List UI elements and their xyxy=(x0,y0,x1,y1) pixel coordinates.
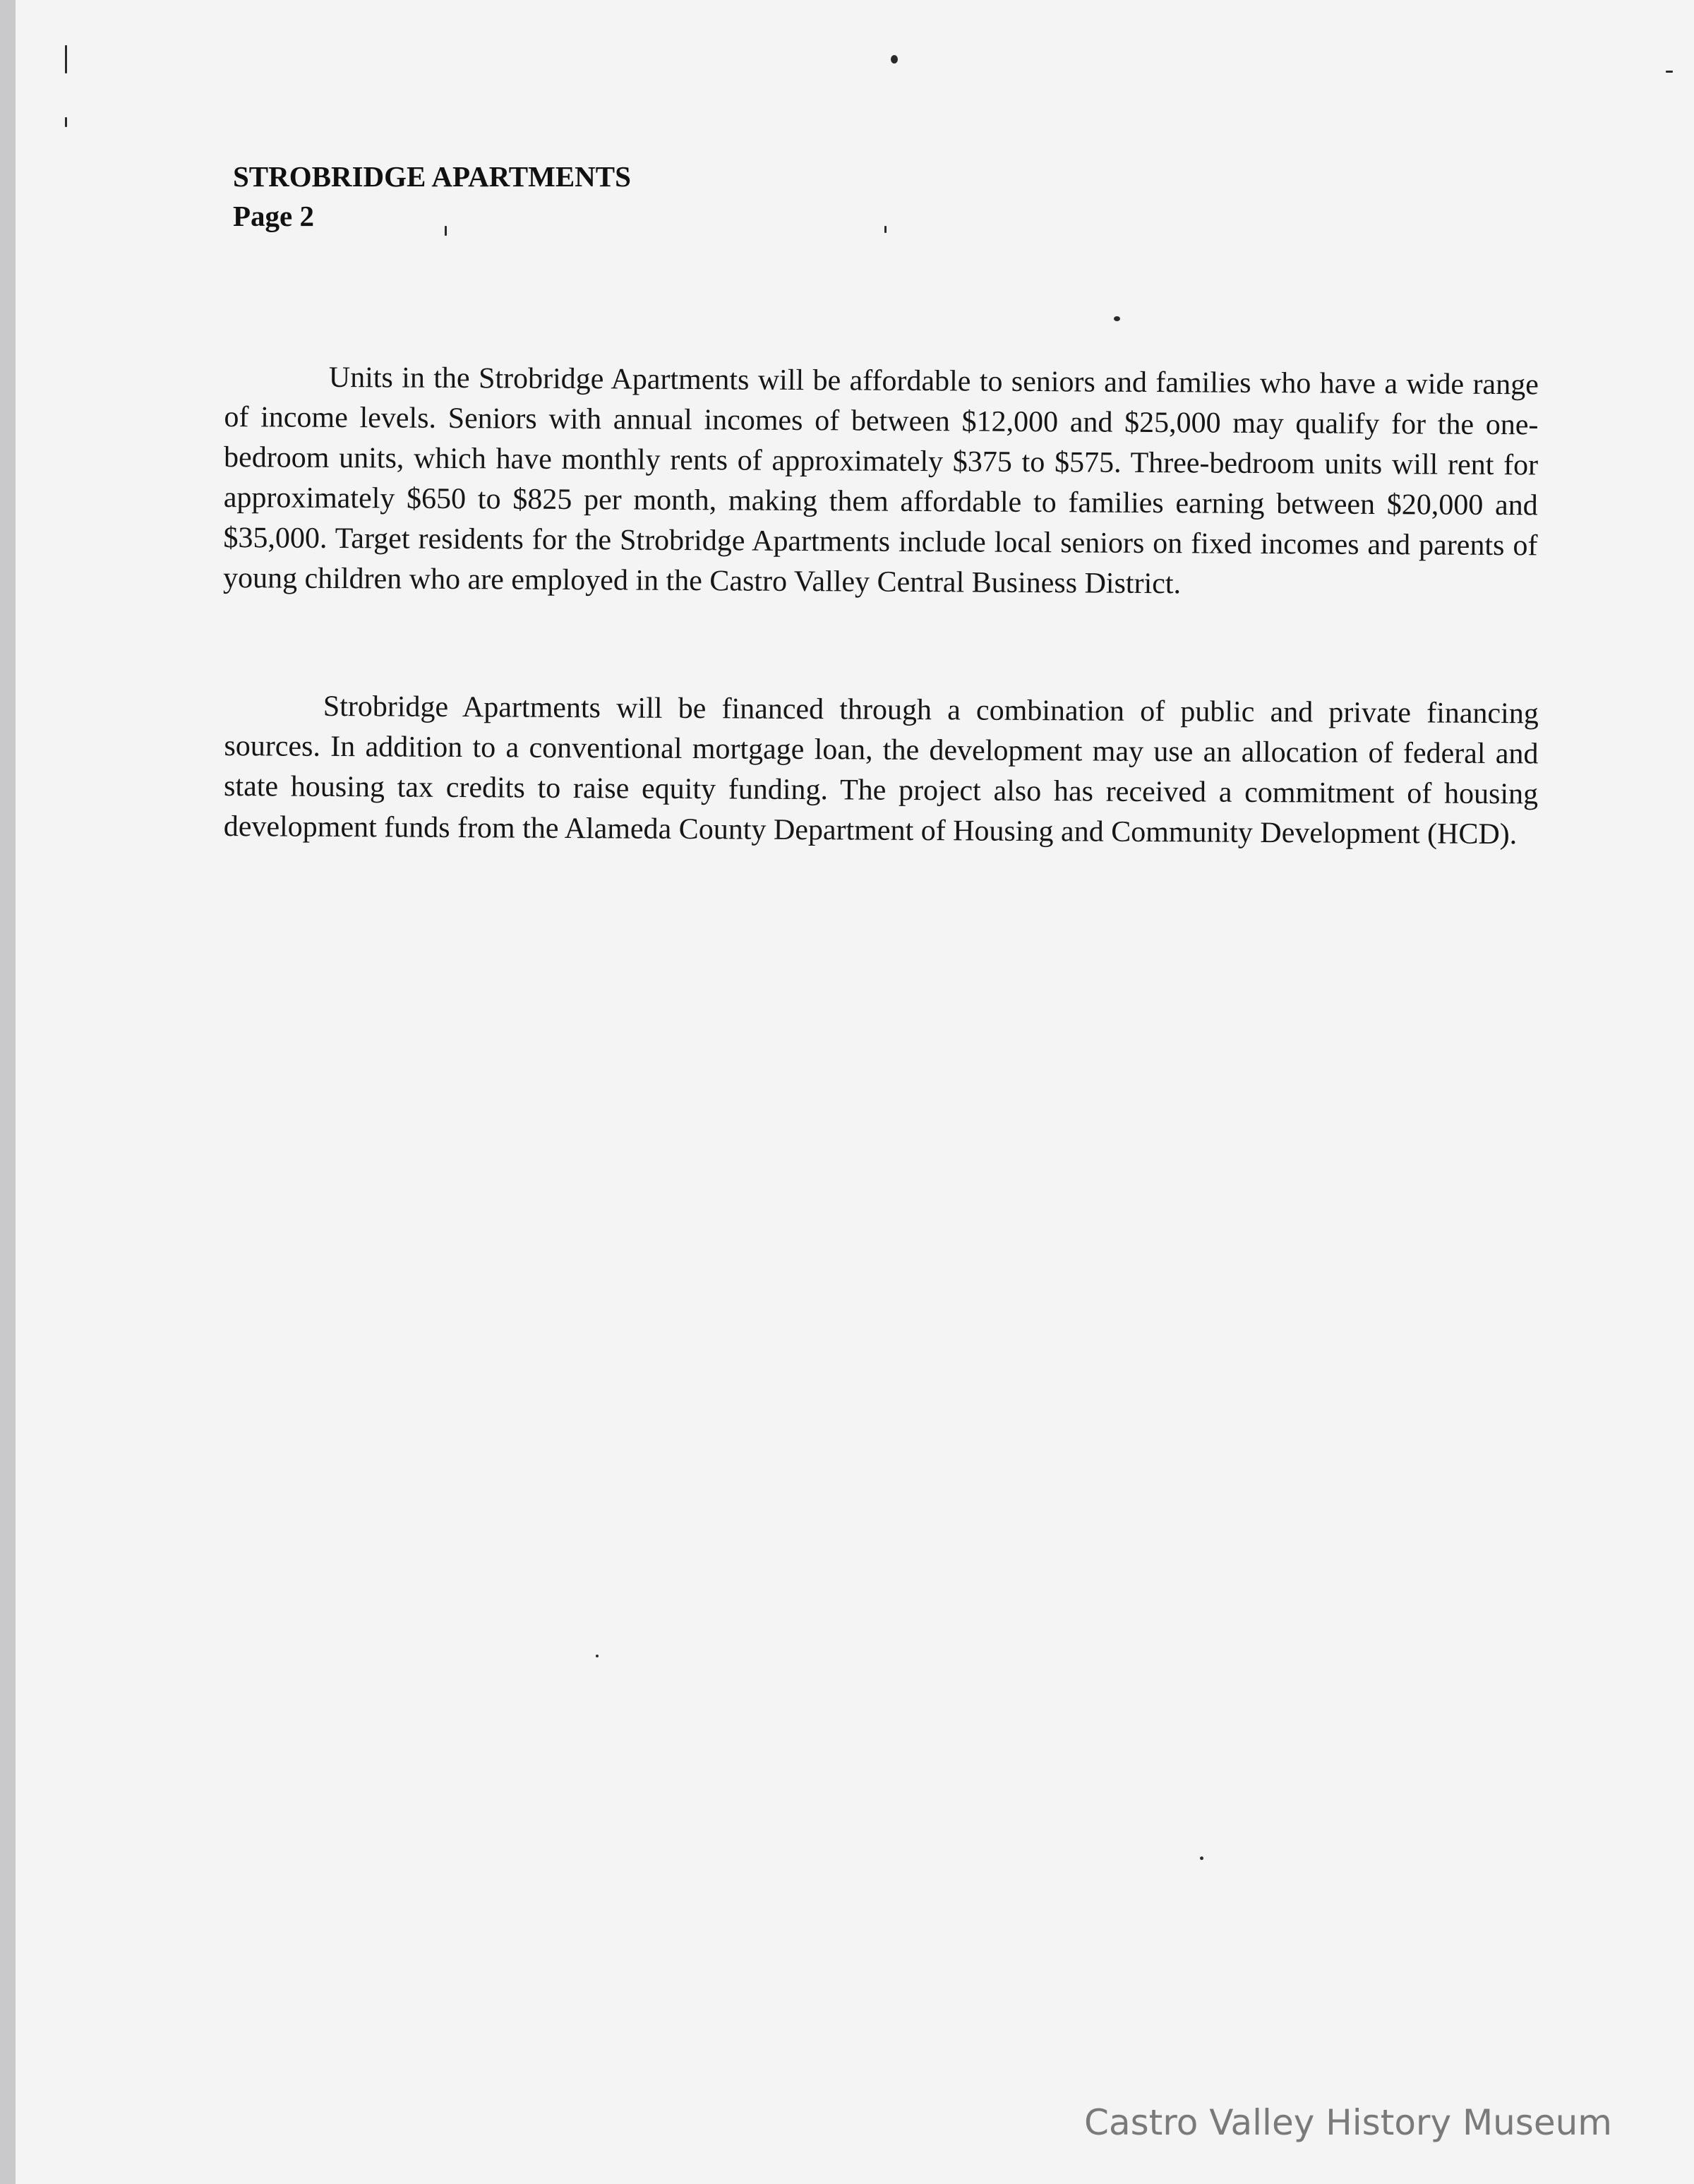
paragraph-financing: Strobridge Apartments will be financed through a combination of public and private financing sources. In addition to a conventional mortgage loan, the development may use an allocation of federal and state housing tax credits to raise equity funding. The project also has received a commitment of housing development funds from the Alameda County Department of Housing and Community Development (HCD). xyxy=(223,690,1539,851)
paragraph-affordability: Units in the Strobridge Apartments will be affordable to seniors and families who have a wide range of income levels. Seniors with annual incomes of between $12,000 and $25,000 may qualify for the one-bedroom units, which have monthly rents of approximately $375 to $575. Three-bedroom units will rent for approximately $650 to $825 per month, making them affordable to families earning between $20,000 and $35,000. Target residents for the Strobridge Apartments include local seniors on fixed incomes and parents of young children who are employed in the Castro Valley Central Business District. xyxy=(222,361,1539,601)
scan-speck xyxy=(596,1655,599,1657)
document-header xyxy=(233,157,631,236)
scan-speck xyxy=(884,226,887,233)
museum-watermark: Castro Valley History Museum xyxy=(1084,2102,1612,2143)
scan-edge xyxy=(0,0,16,2184)
page-label: Page 2 xyxy=(233,200,314,232)
scan-speck xyxy=(1114,316,1120,321)
document-title: STROBRIDGE APARTMENTS xyxy=(233,160,631,193)
scan-speck xyxy=(1200,1856,1203,1860)
scan-speck xyxy=(891,55,898,64)
scan-speck xyxy=(65,117,67,127)
scan-speck xyxy=(65,45,67,73)
scan-speck xyxy=(1666,71,1673,73)
